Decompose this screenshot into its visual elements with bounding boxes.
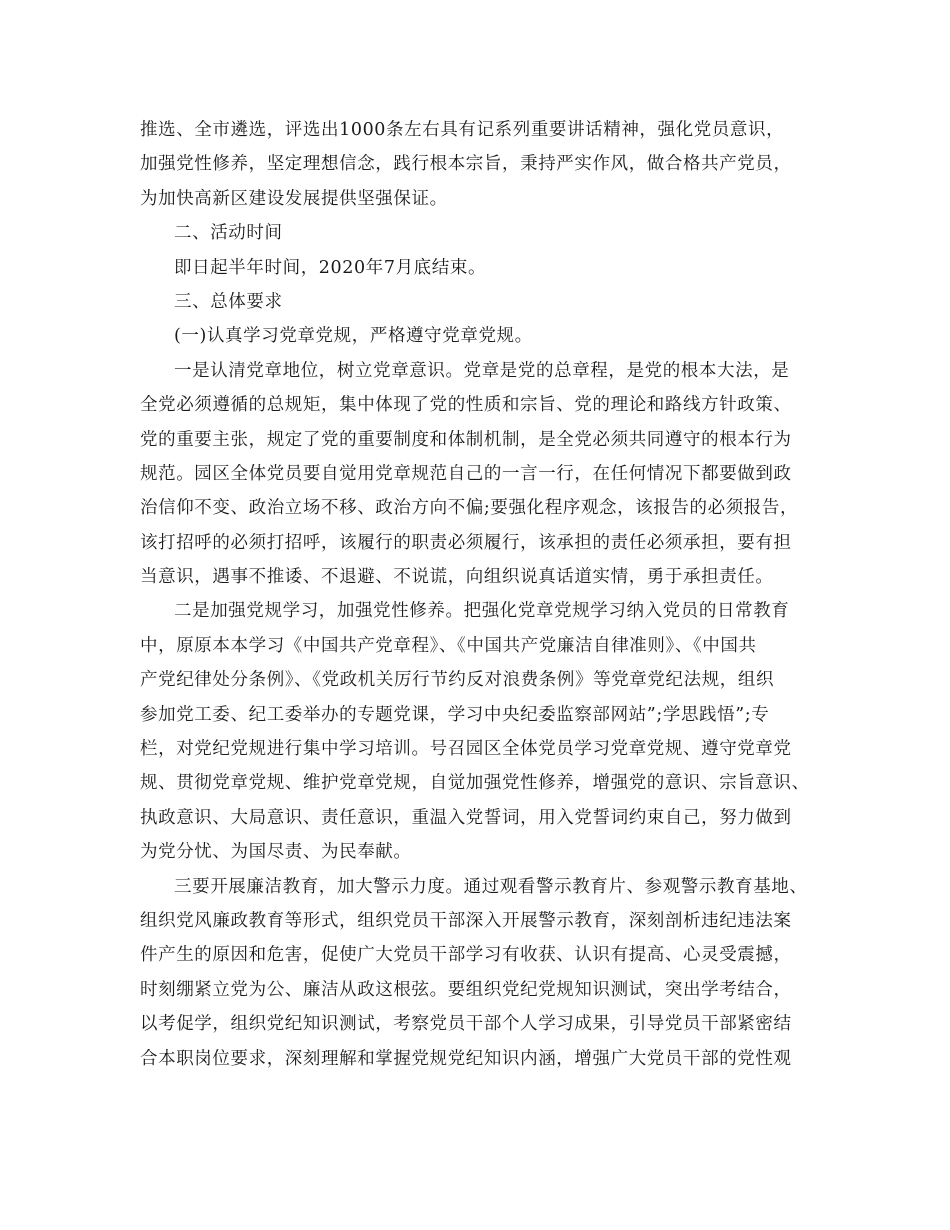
document-line: 规、贯彻党章党规、维护党章党规，自觉加强党性修养，增强党的意识、宗旨意识、: [140, 773, 810, 794]
document-line: 组织党风廉政教育等形式，组织党员干部深入开展警示教育，深刻剖析违纪违法案: [140, 910, 792, 931]
document-line: 该打招呼的必须打招呼，该履行的职责必须履行，该承担的责任必须承担，要有担: [140, 532, 792, 553]
document-line: 全党必须遵循的总规矩，集中体现了党的性质和宗旨、党的理论和路线方针政策、: [140, 395, 792, 416]
document-line: 党的重要主张，规定了党的重要制度和体制机制，是全党必须共同遵守的根本行为: [140, 429, 792, 450]
document-line: 栏，对党纪党规进行集中学习培训。号召园区全体党员学习党章党规、遵守党章党: [140, 739, 792, 760]
document-line: 加强党性修养，坚定理想信念，践行根本宗旨，秉持严实作风，做合格共产党员，: [140, 154, 792, 175]
document-line: 三要开展廉洁教育，加大警示力度。通过观看警示教育片、参观警示教育基地、: [174, 876, 808, 897]
document-line: 治信仰不变、政治立场不移、政治方向不偏;要强化程序观念，该报告的必须报告，: [140, 498, 799, 519]
document-line: 产党纪律处分条例》、《党政机关厉行节约反对浪费条例》等党章党纪法规，组织: [140, 670, 775, 691]
document-line: 当意识，遇事不推诿、不退避、不说谎，向组织说真话道实情，勇于承担责任。: [140, 567, 774, 588]
document-line: 三、总体要求: [174, 291, 283, 312]
document-body: [140, 113, 830, 1076]
document-line: 以考促学，组织党纪知识测试，考察党员干部个人学习成果，引导党员干部紧密结: [140, 1014, 792, 1035]
document-line: 件产生的原因和危害，促使广大党员干部学习有收获、认识有提高、心灵受震撼，: [140, 945, 792, 966]
document-line: (一)认真学习党章党规，严格遵守党章党规。: [174, 326, 533, 347]
document-line: 二、活动时间: [174, 223, 283, 244]
document-line: 中，原原本本学习《中国共产党章程》、《中国共产党廉洁自律准则》、《中国共: [140, 635, 757, 656]
document-line: 规范。园区全体党员要自觉用党章规范自己的一言一行，在任何情况下都要做到政: [140, 463, 792, 484]
document-line: 为党分忧、为国尽责、为民奉献。: [140, 842, 412, 863]
document-line: 即日起半年时间，2020年7月底结束。: [174, 257, 487, 278]
document-line: 为加快高新区建设发展提供坚强保证。: [140, 188, 448, 209]
document-line: 合本职岗位要求，深刻理解和掌握党规党纪知识内涵，增强广大党员干部的党性观: [140, 1048, 792, 1069]
document-line: 参加党工委、纪工委举办的专题党课，学习中央纪委监察部网站”;学思践悟”;专: [140, 704, 770, 725]
document-line: 一是认清党章地位，树立党章意识。党章是党的总章程，是党的根本大法，是: [174, 360, 790, 381]
document-line: 执政意识、大局意识、责任意识，重温入党誓词，用入党誓词约束自己，努力做到: [140, 807, 792, 828]
document-line: 时刻绷紧立党为公、廉洁从政这根弦。要组织党纪党规知识测试，突出学考结合，: [140, 979, 792, 1000]
document-line: 二是加强党规学习，加强党性修养。把强化党章党规学习纳入党员的日常教育: [174, 601, 790, 622]
document-line: 推选、全市遴选，评选出1000条左右具有记系列重要讲话精神，强化党员意识，: [140, 120, 785, 140]
